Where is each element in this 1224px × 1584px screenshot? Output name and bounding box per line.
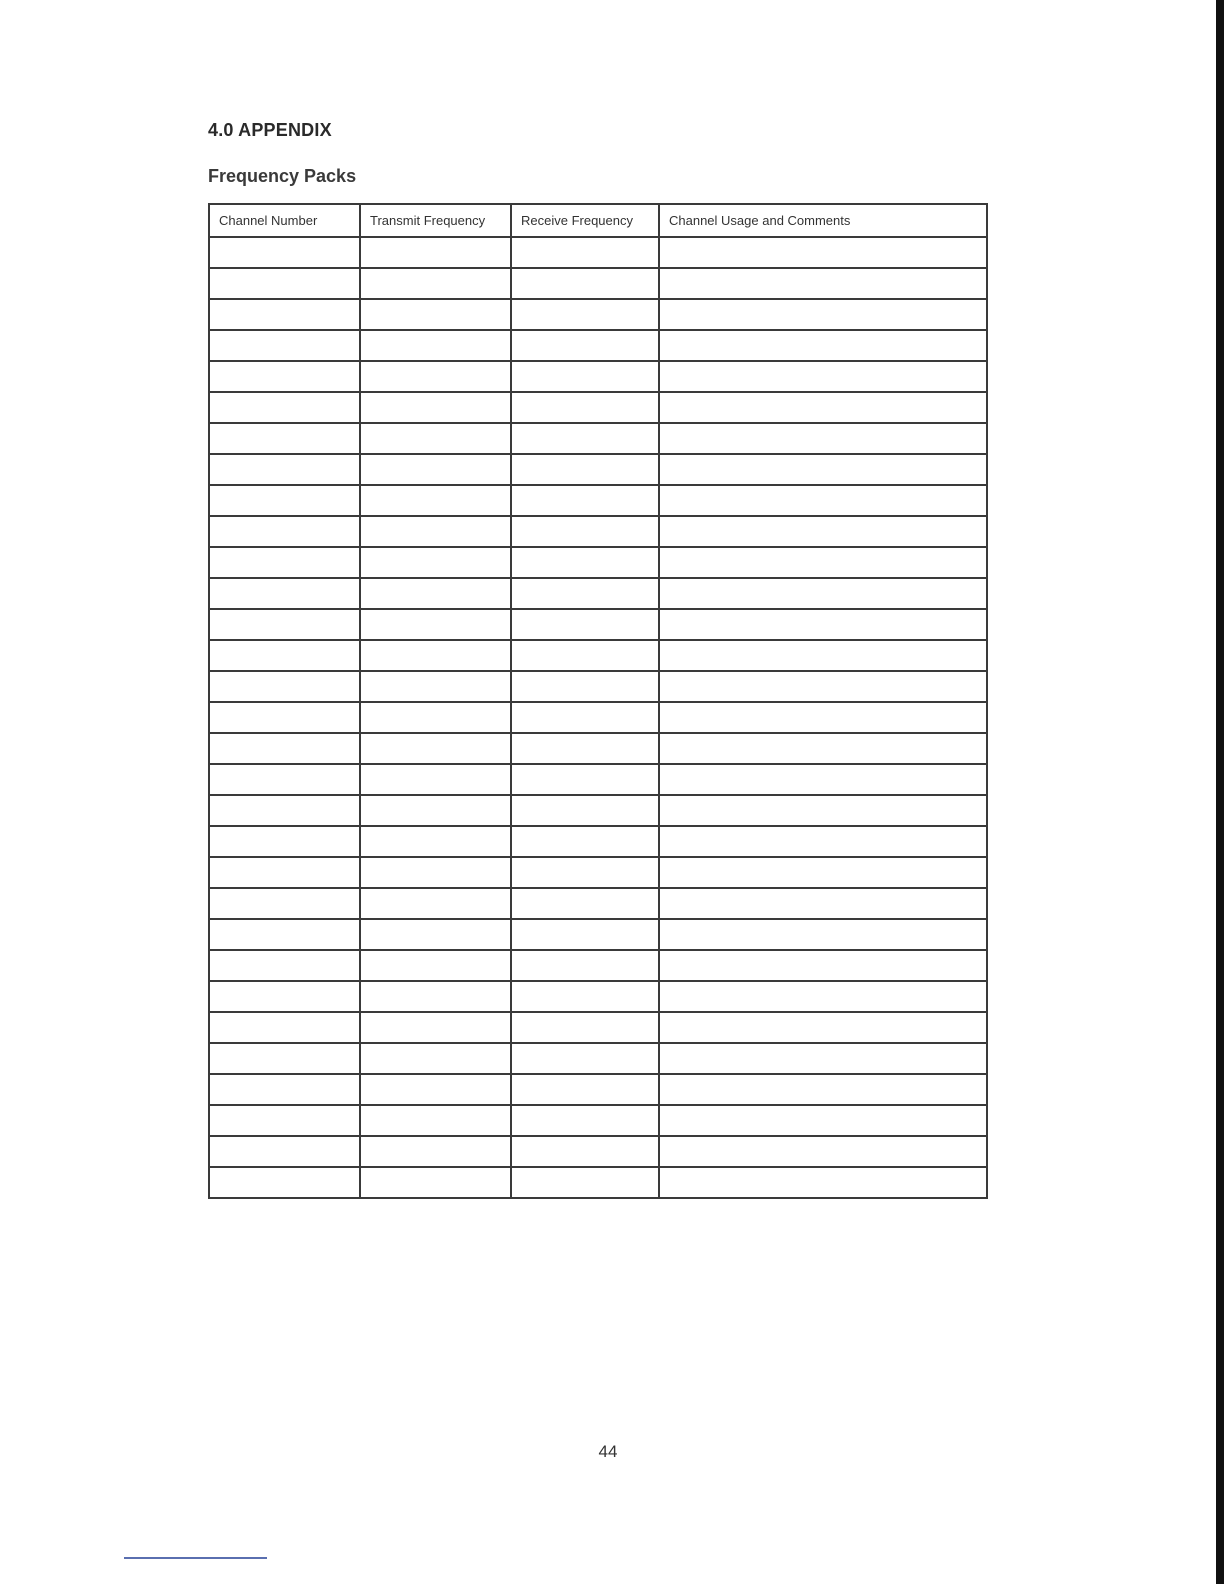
table-row (209, 485, 987, 516)
cell-channel-usage (659, 671, 987, 702)
cell-channel-number (209, 578, 360, 609)
cell-channel-usage (659, 1012, 987, 1043)
table-row (209, 423, 987, 454)
cell-transmit-frequency (360, 1074, 511, 1105)
table-row (209, 330, 987, 361)
cell-channel-usage (659, 237, 987, 268)
cell-transmit-frequency (360, 516, 511, 547)
table-row (209, 857, 987, 888)
table-row (209, 454, 987, 485)
cell-receive-frequency (511, 578, 659, 609)
cell-channel-number (209, 516, 360, 547)
cell-channel-usage (659, 888, 987, 919)
cell-channel-number (209, 795, 360, 826)
cell-channel-usage (659, 857, 987, 888)
cell-receive-frequency (511, 330, 659, 361)
cell-channel-number (209, 1105, 360, 1136)
table-row (209, 950, 987, 981)
table-header-row (209, 204, 987, 237)
cell-receive-frequency (511, 361, 659, 392)
cell-receive-frequency (511, 733, 659, 764)
table-row (209, 1105, 987, 1136)
table-row (209, 826, 987, 857)
cell-receive-frequency (511, 1167, 659, 1198)
cell-channel-usage (659, 361, 987, 392)
cell-receive-frequency (511, 1074, 659, 1105)
table-row (209, 671, 987, 702)
cell-channel-usage (659, 919, 987, 950)
cell-receive-frequency (511, 423, 659, 454)
cell-channel-usage (659, 454, 987, 485)
cell-channel-usage (659, 733, 987, 764)
cell-channel-number (209, 547, 360, 578)
table-row (209, 578, 987, 609)
cell-transmit-frequency (360, 640, 511, 671)
table-row (209, 640, 987, 671)
column-header-channel-number: Channel Number (209, 204, 360, 237)
table-row (209, 516, 987, 547)
scan-page-edge (1216, 0, 1224, 1584)
cell-transmit-frequency (360, 330, 511, 361)
cell-channel-usage (659, 1136, 987, 1167)
cell-channel-usage (659, 578, 987, 609)
table-row (209, 733, 987, 764)
cell-channel-number (209, 888, 360, 919)
cell-channel-number (209, 299, 360, 330)
cell-channel-usage (659, 702, 987, 733)
table-row (209, 981, 987, 1012)
cell-transmit-frequency (360, 1167, 511, 1198)
cell-channel-number (209, 1167, 360, 1198)
cell-channel-usage (659, 795, 987, 826)
cell-receive-frequency (511, 702, 659, 733)
cell-transmit-frequency (360, 237, 511, 268)
cell-receive-frequency (511, 609, 659, 640)
cell-transmit-frequency (360, 547, 511, 578)
cell-channel-number (209, 609, 360, 640)
cell-channel-number (209, 764, 360, 795)
cell-channel-number (209, 1136, 360, 1167)
cell-channel-usage (659, 609, 987, 640)
table-row (209, 795, 987, 826)
table-row (209, 1167, 987, 1198)
cell-channel-usage (659, 547, 987, 578)
cell-transmit-frequency (360, 361, 511, 392)
cell-receive-frequency (511, 795, 659, 826)
section-heading: 4.0 APPENDIX (208, 120, 332, 140)
table-row (209, 268, 987, 299)
cell-channel-usage (659, 268, 987, 299)
cell-receive-frequency (511, 1043, 659, 1074)
cell-channel-number (209, 423, 360, 454)
cell-channel-number (209, 361, 360, 392)
table-row (209, 547, 987, 578)
cell-channel-usage (659, 1105, 987, 1136)
cell-channel-usage (659, 423, 987, 454)
cell-transmit-frequency (360, 919, 511, 950)
cell-receive-frequency (511, 764, 659, 795)
table-row (209, 919, 987, 950)
footnote-rule (124, 1557, 267, 1559)
cell-receive-frequency (511, 950, 659, 981)
cell-channel-usage (659, 1043, 987, 1074)
cell-receive-frequency (511, 485, 659, 516)
page-number: 44 (598, 1442, 618, 1461)
table-row (209, 702, 987, 733)
table-row (209, 299, 987, 330)
cell-receive-frequency (511, 547, 659, 578)
cell-channel-usage (659, 981, 987, 1012)
cell-channel-number (209, 671, 360, 702)
column-header-channel-usage: Channel Usage and Comments (659, 204, 987, 237)
cell-transmit-frequency (360, 1105, 511, 1136)
cell-channel-usage (659, 1074, 987, 1105)
table-row (209, 237, 987, 268)
cell-channel-usage (659, 299, 987, 330)
cell-channel-usage (659, 764, 987, 795)
cell-transmit-frequency (360, 1012, 511, 1043)
sub-heading: Frequency Packs (208, 166, 357, 186)
cell-receive-frequency (511, 640, 659, 671)
cell-channel-number (209, 1074, 360, 1105)
cell-receive-frequency (511, 237, 659, 268)
table-row (209, 888, 987, 919)
cell-transmit-frequency (360, 423, 511, 454)
cell-transmit-frequency (360, 485, 511, 516)
cell-receive-frequency (511, 268, 659, 299)
table-row (209, 392, 987, 423)
cell-transmit-frequency (360, 702, 511, 733)
cell-transmit-frequency (360, 795, 511, 826)
cell-channel-number (209, 733, 360, 764)
cell-receive-frequency (511, 1012, 659, 1043)
table-row (209, 1012, 987, 1043)
cell-transmit-frequency (360, 888, 511, 919)
column-header-receive-frequency: Receive Frequency (511, 204, 659, 237)
cell-channel-number (209, 454, 360, 485)
cell-channel-usage (659, 516, 987, 547)
cell-channel-usage (659, 330, 987, 361)
cell-channel-usage (659, 392, 987, 423)
cell-transmit-frequency (360, 857, 511, 888)
cell-receive-frequency (511, 299, 659, 330)
cell-transmit-frequency (360, 299, 511, 330)
cell-channel-usage (659, 826, 987, 857)
cell-transmit-frequency (360, 1136, 511, 1167)
cell-receive-frequency (511, 1136, 659, 1167)
cell-receive-frequency (511, 1105, 659, 1136)
cell-receive-frequency (511, 392, 659, 423)
table-row (209, 1074, 987, 1105)
cell-receive-frequency (511, 454, 659, 485)
cell-channel-number (209, 981, 360, 1012)
cell-transmit-frequency (360, 1043, 511, 1074)
cell-channel-number (209, 919, 360, 950)
cell-transmit-frequency (360, 733, 511, 764)
cell-channel-number (209, 640, 360, 671)
table-body (209, 237, 987, 1198)
cell-receive-frequency (511, 981, 659, 1012)
cell-receive-frequency (511, 919, 659, 950)
table-row (209, 1136, 987, 1167)
cell-receive-frequency (511, 826, 659, 857)
cell-channel-number (209, 1012, 360, 1043)
cell-channel-usage (659, 1167, 987, 1198)
cell-transmit-frequency (360, 454, 511, 485)
cell-transmit-frequency (360, 392, 511, 423)
cell-transmit-frequency (360, 609, 511, 640)
cell-channel-number (209, 1043, 360, 1074)
cell-channel-usage (659, 485, 987, 516)
table-row (209, 361, 987, 392)
frequency-packs-table (208, 203, 988, 1199)
cell-transmit-frequency (360, 764, 511, 795)
cell-channel-number (209, 392, 360, 423)
cell-channel-usage (659, 640, 987, 671)
cell-channel-number (209, 826, 360, 857)
cell-transmit-frequency (360, 578, 511, 609)
cell-channel-usage (659, 950, 987, 981)
cell-transmit-frequency (360, 268, 511, 299)
cell-channel-number (209, 857, 360, 888)
cell-transmit-frequency (360, 950, 511, 981)
cell-transmit-frequency (360, 671, 511, 702)
cell-channel-number (209, 237, 360, 268)
cell-channel-number (209, 330, 360, 361)
cell-channel-number (209, 485, 360, 516)
table-row (209, 609, 987, 640)
cell-receive-frequency (511, 857, 659, 888)
table-row (209, 764, 987, 795)
cell-receive-frequency (511, 516, 659, 547)
cell-channel-number (209, 702, 360, 733)
cell-channel-number (209, 268, 360, 299)
cell-receive-frequency (511, 888, 659, 919)
cell-transmit-frequency (360, 981, 511, 1012)
column-header-transmit-frequency: Transmit Frequency (360, 204, 511, 237)
cell-transmit-frequency (360, 826, 511, 857)
table-row (209, 1043, 987, 1074)
cell-channel-number (209, 950, 360, 981)
cell-receive-frequency (511, 671, 659, 702)
